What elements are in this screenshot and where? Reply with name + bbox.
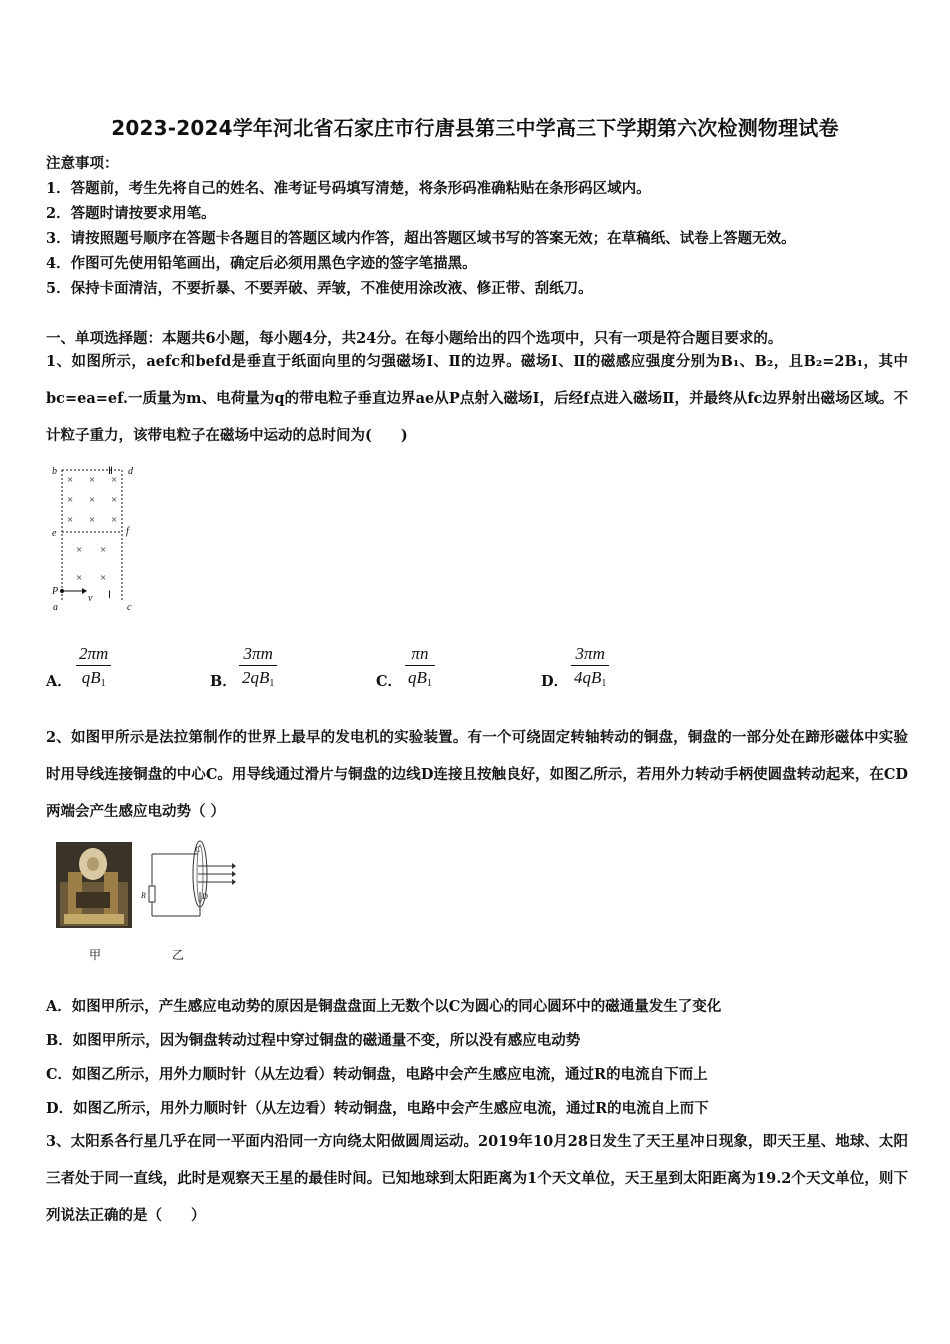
cross-marks bbox=[67, 474, 117, 584]
svg-text:×: × bbox=[111, 494, 118, 506]
q1-option-label: B． bbox=[210, 673, 237, 690]
label-R: R bbox=[141, 891, 146, 900]
svg-text:×: × bbox=[67, 514, 74, 526]
svg-text:×: × bbox=[89, 474, 96, 486]
notice-item: 3．请按照题号顺序在答题卡各题目的答题区域内作答，超出答题区域书写的答案无效；在草稿纸、试卷上答题无效。 bbox=[46, 230, 796, 247]
q2-option-b: B．如图甲所示，因为铜盘转动过程中穿过铜盘的磁通量不变，所以没有感应电动势 bbox=[46, 1032, 581, 1049]
label-e: e bbox=[52, 528, 57, 539]
svg-text:×: × bbox=[89, 494, 96, 506]
page-title: 2023-2024学年河北省石家庄市行唐县第三中学高三下学期第六次检测物理试卷 bbox=[111, 116, 839, 140]
label-c: c bbox=[127, 602, 132, 613]
svg-text:×: × bbox=[76, 544, 83, 556]
notice-item: 1．答题前，考生先将自己的姓名、准考证号码填写清楚，将条形码准确粘贴在条形码区域内。 bbox=[46, 180, 651, 197]
q2-option-d: D．如图乙所示，用外力顺时针（从左边看）转动铜盘，电路中会产生感应电流，通过R的电流自上而下 bbox=[46, 1100, 709, 1117]
svg-text:×: × bbox=[76, 572, 83, 584]
svg-text:×: × bbox=[67, 474, 74, 486]
label-D: D bbox=[202, 892, 208, 901]
svg-text:×: × bbox=[100, 544, 107, 556]
figure-label-yi: 乙 bbox=[172, 948, 185, 962]
label-f: f bbox=[126, 526, 129, 537]
label-C: C bbox=[195, 845, 201, 854]
label-d: d bbox=[128, 466, 133, 477]
q2-option-c: C．如图乙所示，用外力顺时针（从左边看）转动铜盘，电路中会产生感应电流，通过R的电流自下而上 bbox=[46, 1066, 708, 1083]
q1-option-label: C． bbox=[376, 673, 403, 690]
q1-option-b-formula: $\frac{3\pi m}{2qB_1}$ bbox=[239, 643, 277, 696]
question-1-text: 1、如图所示，aefc和befd是垂直于纸面向里的匀强磁场Ⅰ、Ⅱ的边界。磁场Ⅰ、Ⅱ的磁感应强度分别为B₁、B₂，且B₂=2B₁，其中bc=ea=ef.一质量为m、电荷量为q的带电粒子垂直边界ae从P点射入磁场Ⅰ，后经f点进入磁场Ⅱ，并最终从fc边界射出磁场区域。不计粒子重力，该带电粒子在磁场中运动的总时间为( ) bbox=[46, 353, 908, 444]
svg-text:×: × bbox=[89, 514, 96, 526]
label-region1: Ⅰ bbox=[108, 590, 111, 601]
svg-text:×: × bbox=[100, 572, 107, 584]
q1-option-label: A． bbox=[46, 673, 72, 690]
notice-item: 4．作图可先使用铅笔画出，确定后必须用黑色字迹的签字笔描黑。 bbox=[46, 255, 477, 272]
faraday-generator-photo bbox=[56, 842, 132, 928]
label-P: P bbox=[52, 586, 59, 597]
label-b: b bbox=[52, 466, 57, 477]
question-3-text: 3、太阳系各行星几乎在同一平面内沿同一方向绕太阳做圆周运动。2019年10月28日发生了天王星冲日现象，即天王星、地球、太阳三者处于同一直线，此时是观察天王星的最佳时间。已知地球到太阳距离为1个天文单位，天王星到太阳距离为19.2个天文单位，则下列说法正确的是（ ） bbox=[46, 1133, 908, 1224]
svg-text:×: × bbox=[111, 514, 118, 526]
svg-text:×: × bbox=[111, 474, 118, 486]
notice-heading: 注意事项： bbox=[46, 155, 119, 172]
q1-option-a-formula: $\frac{2\pi m}{qB_1}$ bbox=[76, 643, 111, 696]
label-a: a bbox=[53, 602, 58, 613]
q1-option-d-formula: $\frac{3\pi m}{4qB_1}$ bbox=[571, 643, 609, 696]
circuit-diagram bbox=[140, 836, 238, 932]
label-v: v bbox=[88, 593, 93, 604]
magnetic-field-figure bbox=[48, 460, 148, 615]
q2-option-a: A．如图甲所示，产生感应电动势的原因是铜盘盘面上无数个以C为圆心的同心圆环中的磁通量发生了变化 bbox=[46, 998, 722, 1015]
notice-item: 5．保持卡面清洁，不要折暴、不要弄破、弄皱，不准使用涂改液、修正带、刮纸刀。 bbox=[46, 280, 593, 297]
question-2-text: 2、如图甲所示是法拉第制作的世界上最早的发电机的实验装置。有一个可绕固定转轴转动的铜盘，铜盘的一部分处在蹄形磁体中实验时用导线连接铜盘的中心C。用导线通过滑片与铜盘的边线D连接且按触良好，如图乙所示，若用外力转动手柄使圆盘转动起来，在CD两端会产生感应电动势（ ） bbox=[46, 729, 908, 820]
svg-text:×: × bbox=[67, 494, 74, 506]
section-heading: 一、单项选择题：本题共6小题，每小题4分，共24分。在每小题给出的四个选项中，只有一项是符合题目要求的。 bbox=[46, 330, 783, 347]
label-region2: Ⅱ bbox=[108, 466, 113, 477]
notice-item: 2．答题时请按要求用笔。 bbox=[46, 205, 216, 222]
q1-option-c-formula: $\frac{\pi n}{qB_1}$ bbox=[405, 643, 435, 696]
figure-label-jia: 甲 bbox=[89, 948, 102, 962]
q1-option-label: D． bbox=[541, 673, 569, 690]
